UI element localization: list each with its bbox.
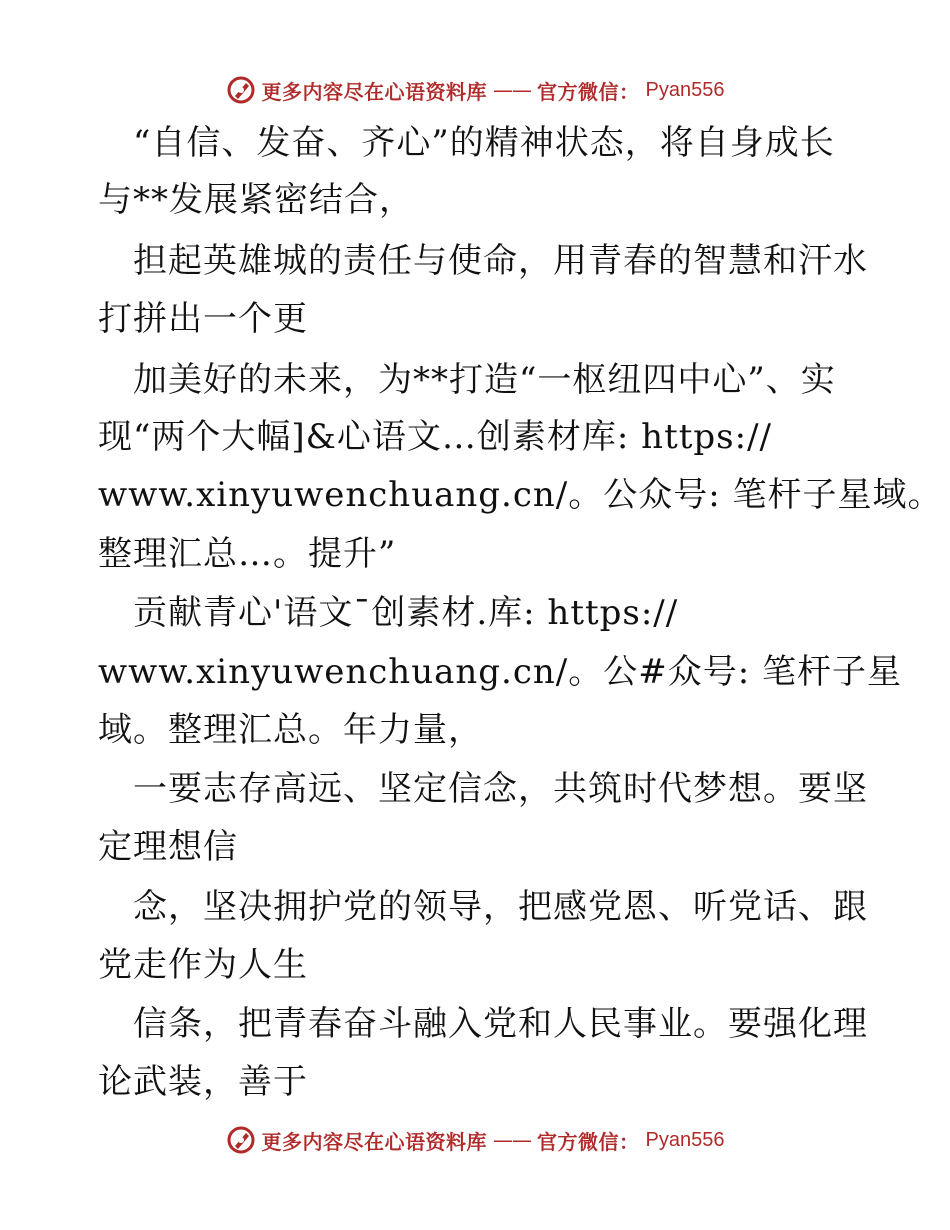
- banner-title: 更多内容尽在心语资料库: [261, 1129, 488, 1154]
- body-line: 整理汇总…。提升”: [98, 534, 397, 574]
- body-line: 一要志存高远、坚定信念，共筑时代梦想。要坚: [98, 769, 868, 809]
- banner-account-id: Pyan556: [645, 78, 725, 101]
- body-line: 念，坚决拥护党的领导，把感党恩、听党话、跟: [98, 887, 868, 927]
- banner-account-label: 官方微信：: [537, 79, 640, 104]
- body-line: 加美好的未来，为**打造“一枢纽四中心”、实: [98, 360, 836, 400]
- header-banner: [0, 70, 950, 110]
- body-line: 打拼出一个更: [98, 299, 308, 339]
- banner-account-id: Pyan556: [645, 1128, 725, 1151]
- pen-logo-icon: [226, 75, 256, 105]
- body-line: 论武装，善于: [98, 1062, 308, 1102]
- body-line: 域。整理汇总。年力量，: [98, 710, 483, 750]
- body-line: 贡献青心'语文¯创素材.库: https://: [98, 593, 679, 633]
- body-line: 党走作为人生: [98, 945, 308, 985]
- banner-dash: ——: [493, 78, 532, 102]
- body-line: 定理想信: [98, 827, 238, 867]
- banner-account-label: 官方微信：: [537, 1129, 640, 1154]
- pen-logo-icon: [226, 1125, 256, 1155]
- banner-title: 更多内容尽在心语资料库: [261, 79, 488, 104]
- body-line: “自信、发奋、齐心”的精神状态，将自身成长: [98, 123, 835, 163]
- body-line: www.xinyuwenchuang.cn/。公#众号: 笔杆子星: [98, 652, 902, 692]
- body-line: 与**发展紧密结合，: [98, 180, 414, 220]
- body-line: 信条，把青春奋斗融入党和人民事业。要强化理: [98, 1004, 868, 1044]
- body-line: 现“两个大幅]&心语文…创素材库: https://: [98, 417, 772, 457]
- body-line: www.xinyuwenchuang.cn/。公众号: 笔杆子星域。: [98, 475, 943, 515]
- footer-banner: [0, 1120, 950, 1160]
- banner-dash: ——: [493, 1128, 532, 1152]
- body-line: 担起英雄城的责任与使命，用青春的智慧和汗水: [98, 241, 868, 281]
